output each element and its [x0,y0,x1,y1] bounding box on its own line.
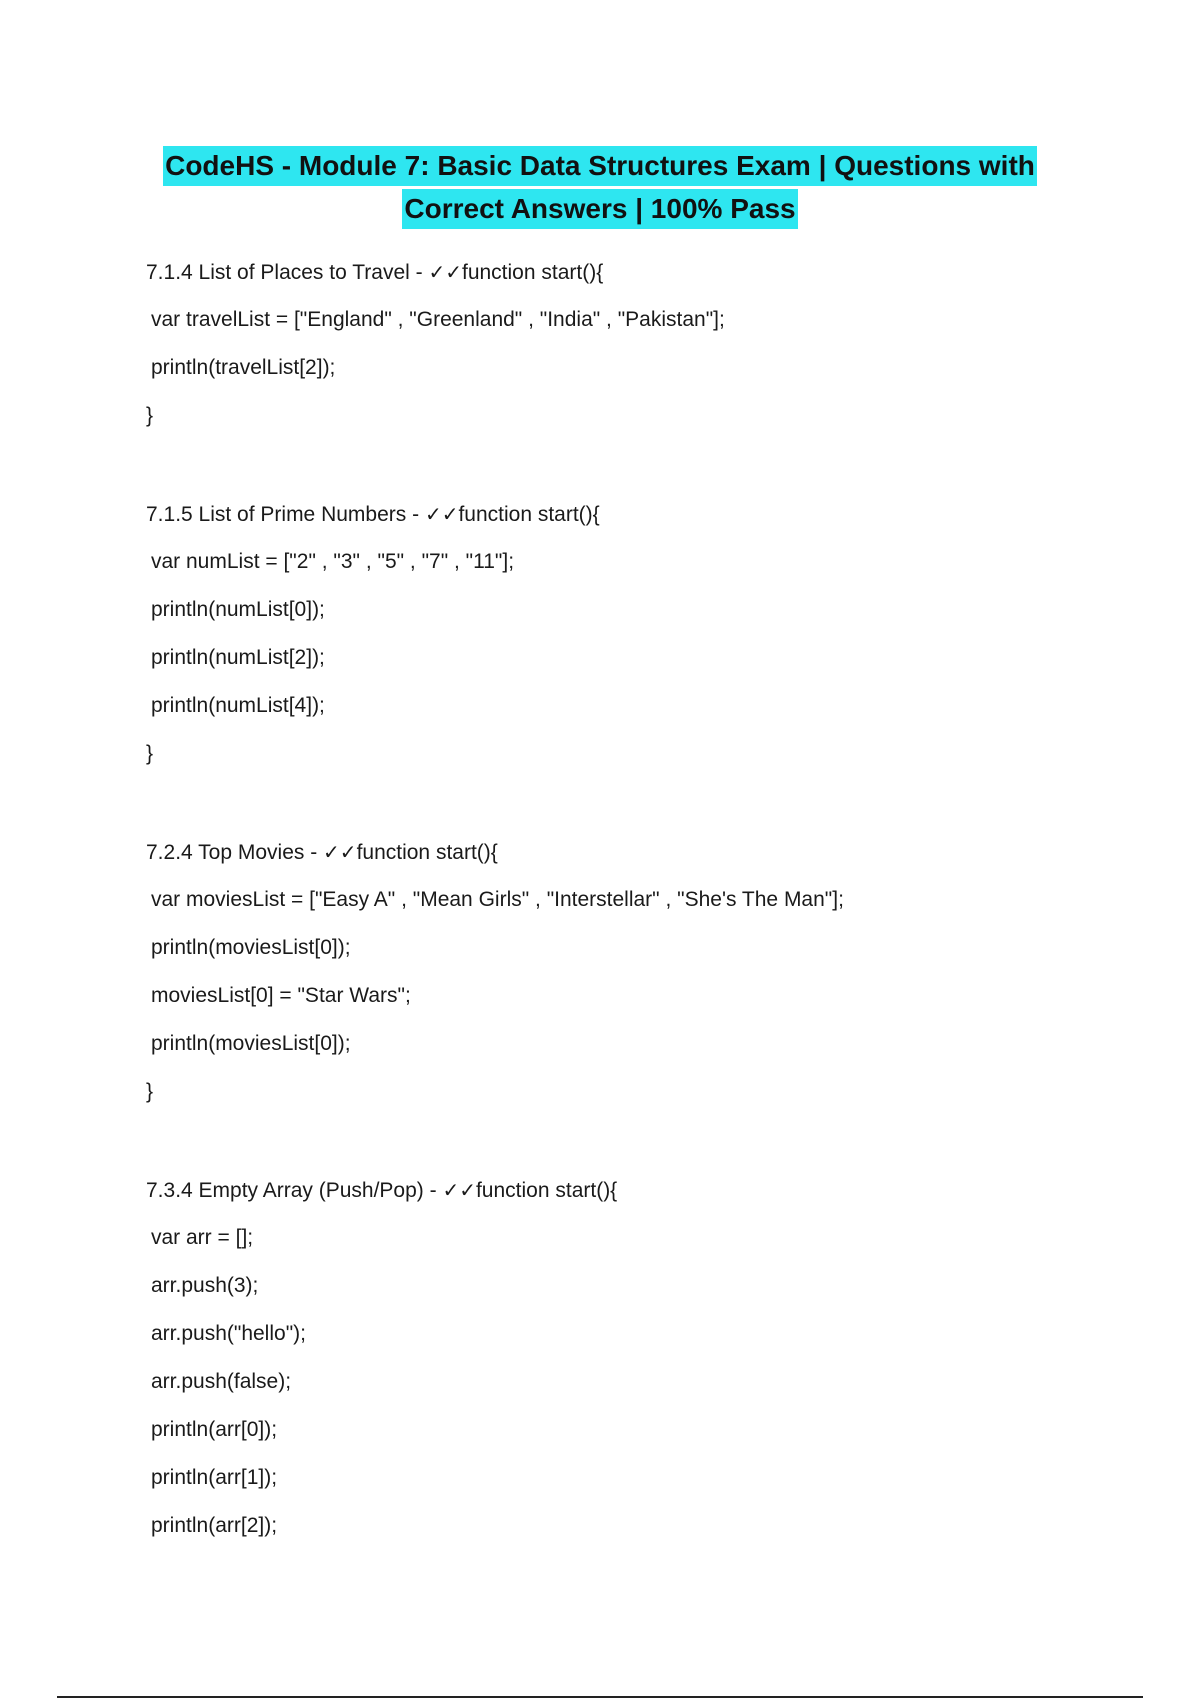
closing-brace: } [146,742,154,765]
code-line: println(arr[0]); [151,1418,278,1441]
question-line [146,828,1146,876]
code-line: println(moviesList[0]); [151,936,351,959]
question-section [146,828,1146,1116]
code-line: println(moviesList[0]); [151,1032,351,1055]
question-text: 7.2.4 Top Movies - [146,841,324,864]
code-line: arr.push("hello"); [151,1322,306,1345]
questions-list [146,248,1146,1550]
closing-brace: } [146,1080,154,1103]
code-line: arr.push(3); [151,1274,259,1297]
double-check-icon: ✓✓ [424,502,459,526]
code-line: var moviesList = ["Easy A" , "Mean Girls" , "Interstellar" , "She's The Man"]; [151,888,844,911]
question-text: 7.1.5 List of Prime Numbers - [146,503,425,526]
question-line [146,248,1146,296]
code-line: var arr = []; [151,1226,254,1249]
code-line: arr.push(false); [151,1370,292,1393]
code-line: println(numList[4]); [151,694,325,717]
answer-start: function start(){ [458,503,600,526]
question-section [146,1166,1146,1550]
code-line: moviesList[0] = "Star Wars"; [151,984,411,1007]
question-section [146,490,1146,778]
question-line [146,490,1146,538]
document-title [0,146,1200,229]
closing-brace: } [146,404,154,427]
question-section [146,248,1146,440]
code-line: println(numList[2]); [151,646,325,669]
code-line: var numList = ["2" , "3" , "5" , "7" , "11"]; [151,550,515,573]
question-text: 7.3.4 Empty Array (Push/Pop) - [146,1179,443,1202]
code-line: println(arr[2]); [151,1514,278,1537]
title-line-2: Correct Answers | 100% Pass [402,189,797,229]
title-line-1: CodeHS - Module 7: Basic Data Structures Exam | Questions with [163,146,1037,186]
question-line [146,1166,1146,1214]
code-line: println(travelList[2]); [151,356,336,379]
code-line: println(numList[0]); [151,598,325,621]
code-line: println(arr[1]); [151,1466,278,1489]
double-check-icon: ✓✓ [442,1178,476,1202]
question-text: 7.1.4 List of Places to Travel - [146,261,429,284]
answer-start: function start(){ [475,1179,618,1202]
code-line: var travelList = ["England" , "Greenland" , "India" , "Pakistan"]; [151,308,725,331]
footer-divider [57,1696,1143,1698]
double-check-icon: ✓✓ [428,260,462,284]
answer-start: function start(){ [461,261,604,284]
double-check-icon: ✓✓ [323,840,357,864]
answer-start: function start(){ [356,841,498,864]
